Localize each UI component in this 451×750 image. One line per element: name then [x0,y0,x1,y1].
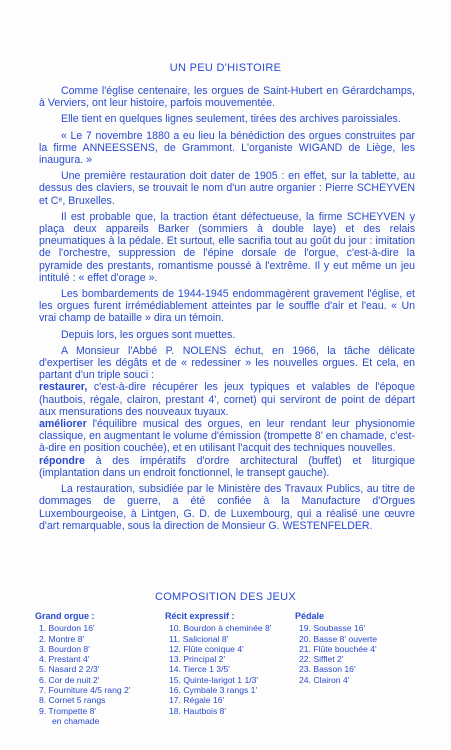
division-grand-orgue [35,611,130,726]
division-recit [165,611,271,716]
stop-item: 4. Prestant 4' [39,654,90,665]
stop-item: 19. Soubasse 16' [299,623,366,634]
stop-item: 20. Basse 8' ouverte [299,633,378,644]
paragraph: La restauration, subsidiée par le Ministère des Travaux Publics, au titre de dommages de guerre, a été confiée à la Manufacture d'Orgues Luxembourgeoise, à Lintgen, G. D. de Luxembourg, qui a réalisé une œuvre d'art remarquable, sous la direction de Monsieur G. WESTENFELDER. [39,483,415,532]
stop-item: 5. Nasard 2 2/3' [39,664,100,675]
stop-item: 11. Salicional 8' [169,633,229,644]
stop-item: 15. Quinte-larigot 1 1/3' [169,674,259,685]
stop-item: 1. Bourdon 16' [39,623,95,634]
composition-title: COMPOSITION DES JEUX [154,591,297,603]
stop-item: 6. Cor de nuit 2' [39,674,100,685]
goal-text: à des impératifs d'ordre architectural (buffet) et liturgique (implantation dans un endroit fonctionnel, le transept gauche). [39,454,415,479]
stop-item: 14. Tierce 1 3/5' [169,664,230,675]
paragraph: A Monsieur l'Abbé P. NOLENS échut, en 1966, la tâche délicate d'expertiser les dégâts et de « redessiner » les nouvelles orgues. Et cela, en partant d'un triple souci : [39,344,415,382]
paragraph: Comme l'église centenaire, les orgues de Saint-Hubert en Gérardchamps, à Verviers, ont leur histoire, parfois mouvementée. [39,85,415,110]
stop-item: en chamade [52,715,100,726]
goal-label: améliorer [39,418,87,431]
stop-list-pedale [295,623,377,685]
stop-item: 23. Basson 16' [299,664,356,675]
goal-ameliorer [39,418,415,455]
stop-item: 12. Flûte conique 4' [169,643,244,654]
paragraph: Une première restauration doit dater de 1905 : en effet, sur la tablette, au dessus des claviers, se trouvait le nom d'un autre organier : Pierre SCHEYVEN et Cᵉ, Bruxelles. [39,170,415,207]
stop-list-recit [165,623,271,716]
paragraph: « Le 7 novembre 1880 a eu lieu la bénédiction des orgues construites par la firme ANNEESSENS, de Grammont. L'organiste WIGAND de Liège, les inaugura. » [39,129,415,167]
goal-restaurer [39,381,415,418]
division-heading: Pédale [295,611,325,621]
page-title: UN PEU D'HISTOIRE [169,62,282,74]
stop-item: 13. Principal 2' [169,654,226,665]
stop-item: 7. Fourniture 4/5 rang 2' [39,685,131,696]
goal-text: l'équilibre musical des orgues, en leur rendant leur physionomie classique, en augmentant le volume d'émission (trompette 8' en chamade, c'est-à-dire en position couchée), et en utilisant l'acquit des techniques nouvelles. [39,418,415,455]
division-pedale [295,611,377,685]
goal-label: restaurer, [39,381,88,394]
stop-item: 10. Bourdon à cheminée 8' [169,623,272,634]
goal-label: répondre [39,454,85,467]
stop-list-grand-orgue [35,623,130,726]
stop-item: 18. Hautbois 8' [169,705,227,716]
paragraph: Depuis lors, les orgues sont muettes. [61,328,236,341]
stop-item: 16. Cymbale 3 rangs 1' [169,685,258,696]
stop-item: 24. Clairon 4' [299,674,350,685]
stop-item: 22. Sifflet 2' [299,654,344,665]
paragraph: Les bombardements de 1944-1945 endommagèrent gravement l'église, et les orgues furent irrémédiablement atteintes par le souffle d'air et l'eau. « Un vrai champ de bataille » dira un témoin. [39,288,415,325]
division-heading: Grand orgue : [35,611,95,621]
stop-item: 21. Flûte bouchée 4' [299,643,377,654]
stop-item: 17. Régale 16' [169,695,225,706]
goal-text: c'est-à-dire récupérer les jeux typiques et valables de l'époque (hautbois, régale, clairon, prestant 4', cornet) qui serviront de point de départ aux mensurations des nouveaux tuyaux. [39,381,415,418]
paragraph: Il est probable que, la traction étant défectueuse, la firme SCHEYVEN y plaça deux appareils Barker (sommiers à double laye) et des relais pneumatiques à la pédale. Et surtout, elle sacrifia tout au goût du jour : imitation de l'orchestre, suppression de l'épine dorsale de l'orgue, c'est-à-dire la pyramide des prestants, romantisme poussé à l'extrême. Il y eut même un jeu intitulé : « effet d'orage ». [39,210,415,284]
stop-item: 8. Cornet 5 rangs [39,695,106,706]
division-heading: Récit expressif : [165,611,235,621]
history-text [39,85,415,536]
goal-repondre [39,455,415,479]
stop-item: 9. Trompette 8' [39,705,97,716]
stop-item: 3. Bourdon 8' [39,643,90,654]
paragraph: Elle tient en quelques lignes seulement, tirées des archives paroissiales. [61,113,401,126]
stop-item: 2. Montre 8' [39,633,85,644]
